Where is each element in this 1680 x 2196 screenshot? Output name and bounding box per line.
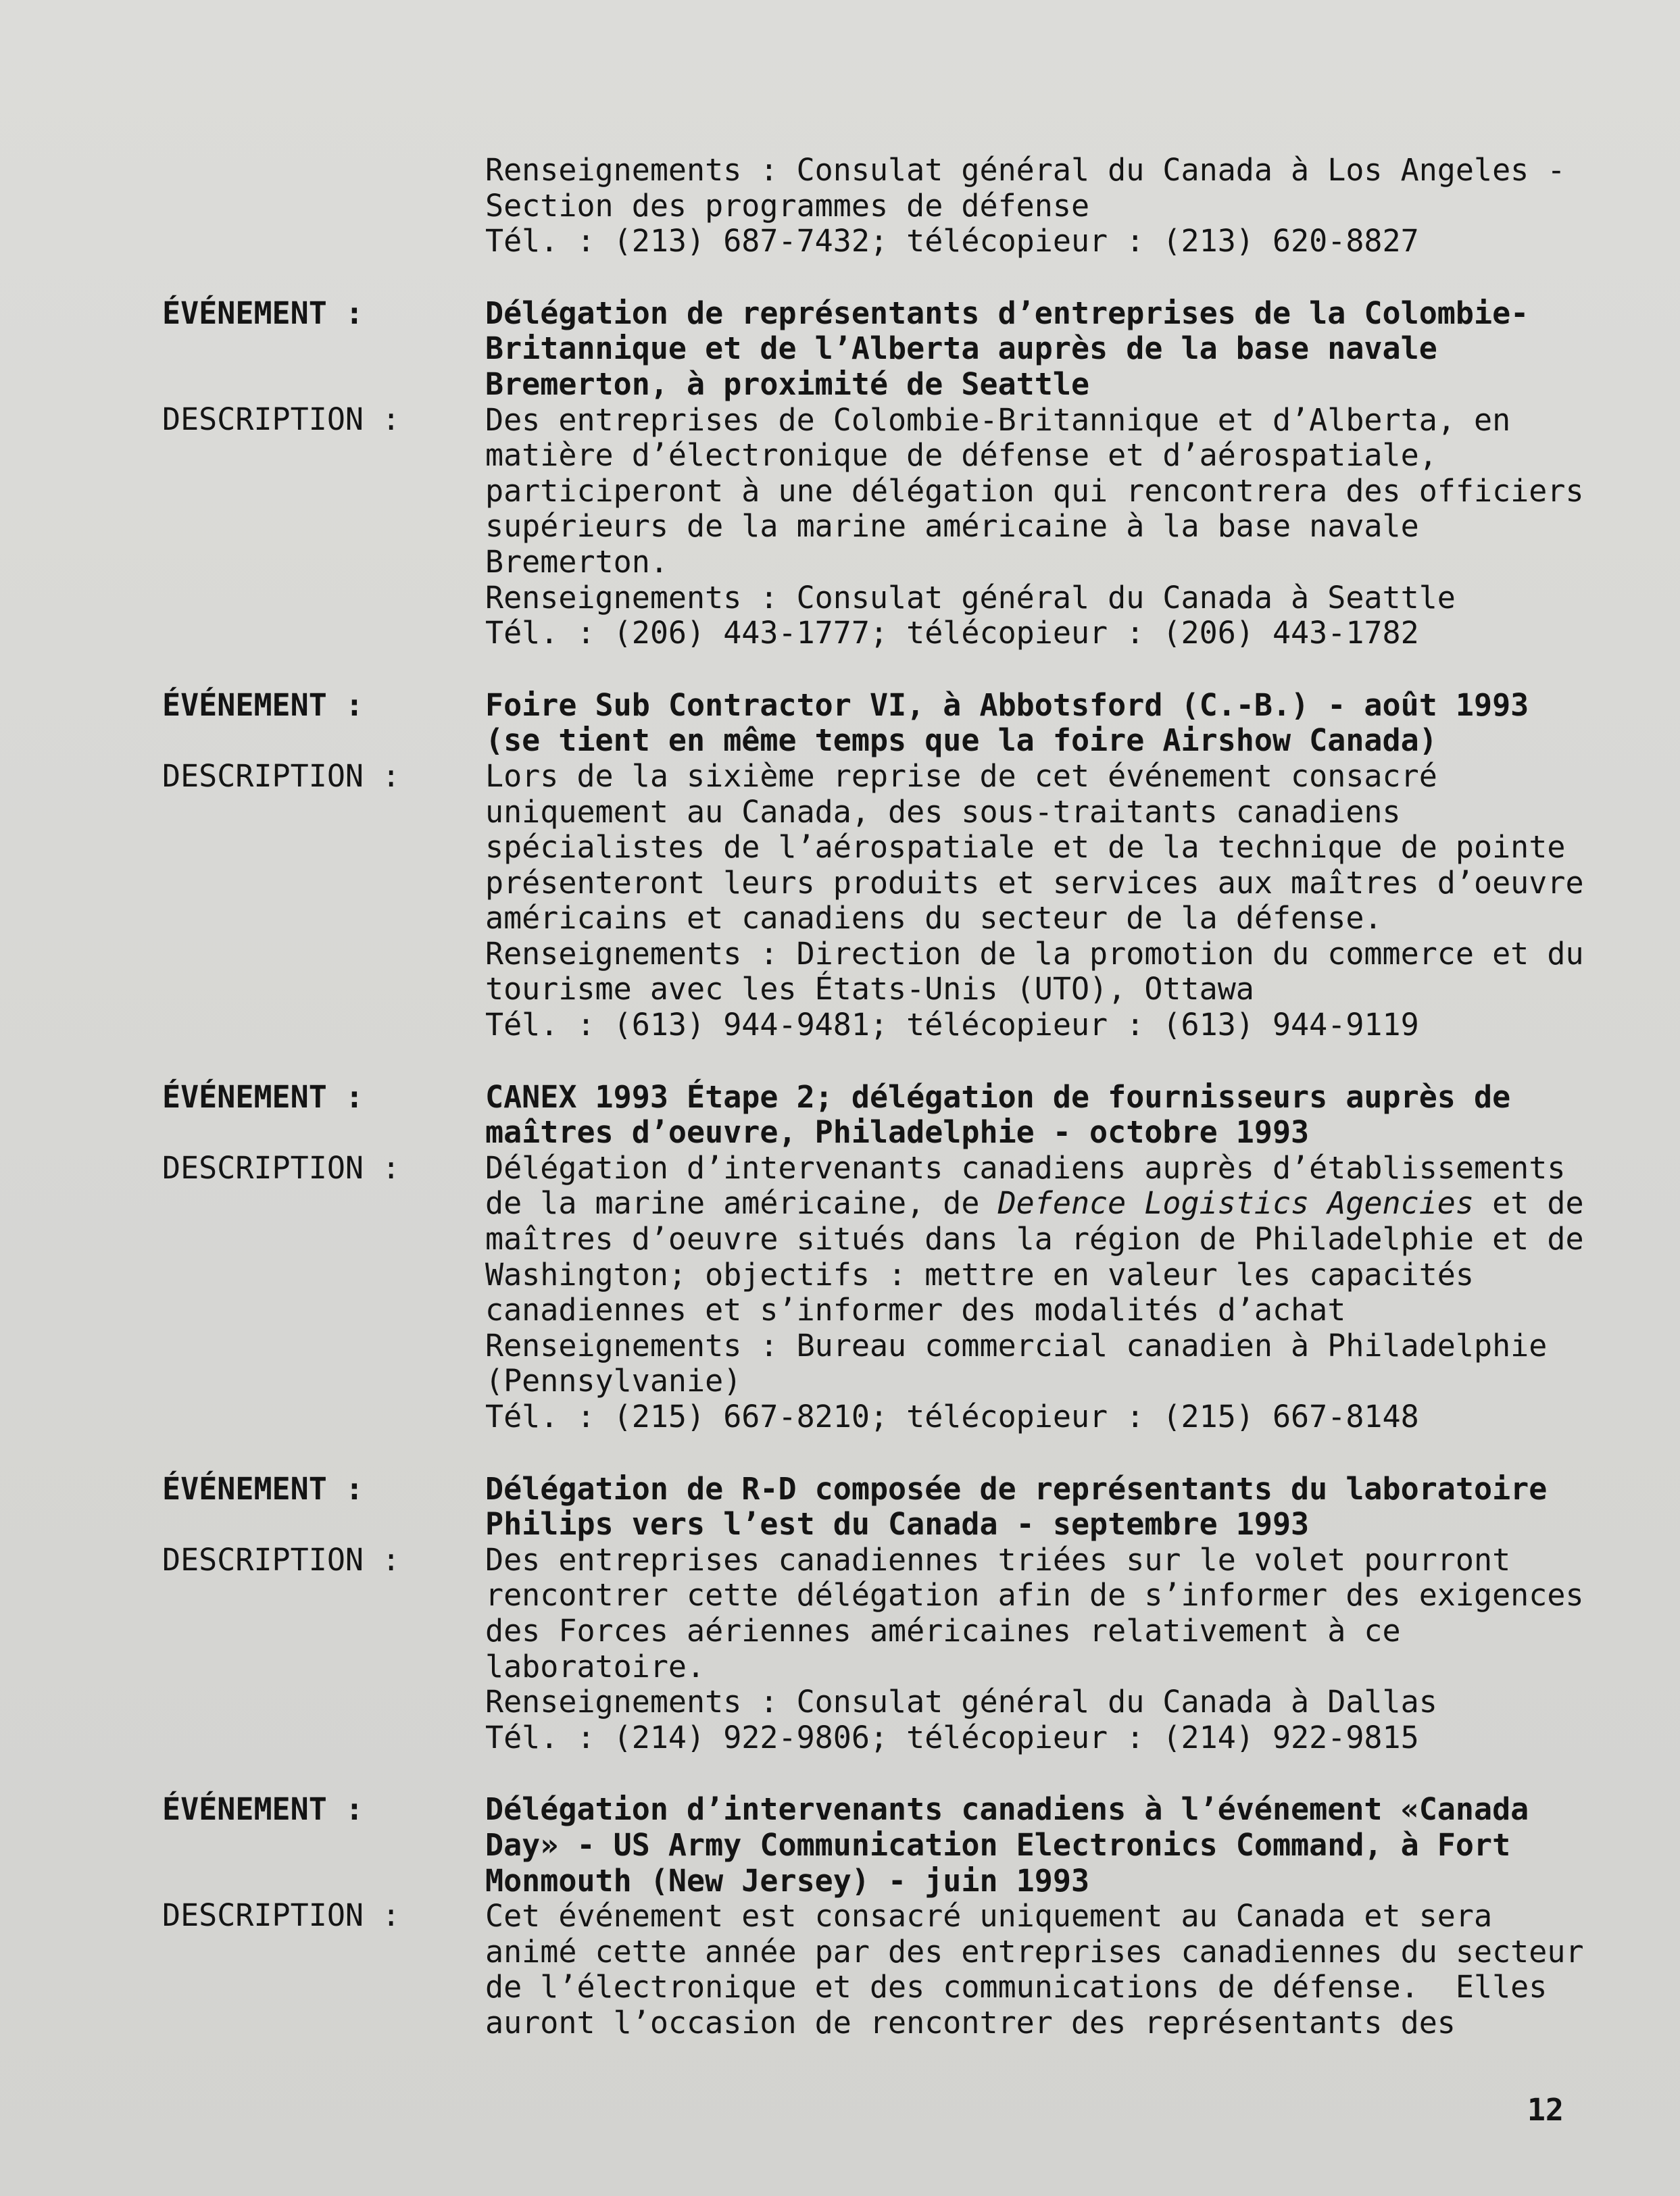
description-line: (Pennsylvanie)	[485, 1363, 742, 1399]
description-line: supérieurs de la marine américaine à la base navale	[485, 508, 1419, 545]
event-title-line: Délégation d’intervenants canadiens à l’événement «Canada	[485, 1791, 1529, 1828]
description-line: Délégation d’intervenants canadiens auprès d’établissements	[485, 1149, 1566, 1186]
event-description	[485, 401, 1584, 651]
description-line: tourisme avec les États-Unis (UTO), Ottawa	[485, 971, 1254, 1007]
description-line: maîtres d’oeuvre situés dans la région de Philadelphie et de	[485, 1221, 1584, 1257]
event-label: ÉVÉNEMENT :	[162, 687, 364, 723]
contact-line: Tél. : (213) 687-7432; télécopieur : (213) 620-8827	[485, 223, 1419, 259]
page-number: 12	[1527, 2092, 1564, 2128]
description-line: Tél. : (214) 922-9806; télécopieur : (214) 922-9815	[485, 1719, 1419, 1755]
description-line: des Forces aériennes américaines relativement à ce	[485, 1612, 1401, 1649]
contact-line: Section des programmes de défense	[485, 187, 1090, 224]
event-title	[485, 688, 1580, 759]
description-line: américains et canadiens du secteur de la défense.	[485, 900, 1383, 937]
description-label: DESCRIPTION :	[162, 401, 401, 437]
event-block	[0, 688, 1680, 1043]
event-description	[485, 1149, 1584, 1435]
event-title	[485, 296, 1580, 403]
event-title-line: Foire Sub Contractor VI, à Abbotsford (C.-B.) - août 1993	[485, 687, 1529, 723]
event-block	[0, 1080, 1680, 1435]
event-block	[0, 1792, 1680, 2041]
contact-line: Renseignements : Consulat général du Canada à Los Angeles -	[485, 152, 1566, 188]
event-description	[485, 1541, 1584, 1756]
event-description	[485, 1898, 1584, 2041]
description-line: participeront à une délégation qui rencontrera des officiers	[485, 472, 1584, 509]
description-line: Tél. : (215) 667-8210; télécopieur : (215) 667-8148	[485, 1399, 1419, 1434]
event-title-line: maîtres d’oeuvre, Philadelphie - octobre 1993	[485, 1114, 1310, 1151]
event-title	[485, 1472, 1580, 1543]
description-line: Renseignements : Consulat général du Canada à Dallas	[485, 1684, 1437, 1720]
description-line: Tél. : (613) 944-9481; télécopieur : (613) 944-9119	[485, 1007, 1419, 1043]
description-label: DESCRIPTION :	[162, 1897, 401, 1934]
event-title-line: Bremerton, à proximité de Seattle	[485, 366, 1090, 402]
event-title	[485, 1792, 1580, 1899]
description-label: DESCRIPTION :	[162, 1149, 401, 1186]
description-line: Lors de la sixième reprise de cet événement consacré	[485, 757, 1437, 794]
description-label: DESCRIPTION :	[162, 1541, 401, 1578]
event-title-line: Day» - US Army Communication Electronics Command, à Fort	[485, 1826, 1511, 1863]
event-title-line: Délégation de R-D composée de représentants du laboratoire	[485, 1470, 1548, 1507]
italic-term: Defence Logistics Agencies	[997, 1185, 1474, 1222]
contact-block	[0, 153, 1680, 259]
description-line: matière d’électronique de défense et d’aérospatiale,	[485, 437, 1437, 474]
event-label: ÉVÉNEMENT :	[162, 1791, 364, 1828]
description-line: de la marine américaine, de Defence Logistics Agencies et de	[485, 1185, 1584, 1222]
event-label: ÉVÉNEMENT :	[162, 1078, 364, 1115]
description-line: de l’électronique et des communications de défense. Elles	[485, 1969, 1548, 2005]
description-line: Renseignements : Consulat général du Canada à Seattle	[485, 579, 1456, 616]
description-line: Renseignements : Direction de la promotion du commerce et du	[485, 935, 1584, 972]
description-line: présenteront leurs produits et services aux maîtres d’oeuvre	[485, 864, 1584, 901]
description-line: canadiennes et s’informer des modalités d’achat	[485, 1292, 1346, 1328]
description-line: Washington; objectifs : mettre en valeur les capacités	[485, 1256, 1474, 1293]
event-block	[0, 1472, 1680, 1756]
event-label: ÉVÉNEMENT :	[162, 1470, 364, 1507]
event-block	[0, 296, 1680, 651]
description-line: uniquement au Canada, des sous-traitants canadiens	[485, 793, 1401, 830]
description-line: rencontrer cette délégation afin de s’informer des exigences	[485, 1577, 1584, 1614]
description-line: Cet événement est consacré uniquement au Canada et sera	[485, 1898, 1493, 1935]
event-title	[485, 1080, 1580, 1151]
description-line: animé cette année par des entreprises canadiennes du secteur	[485, 1933, 1584, 1970]
event-title-line: Britannique et de l’Alberta auprès de la base navale	[485, 330, 1437, 367]
description-line: spécialistes de l’aérospatiale et de la technique de pointe	[485, 829, 1566, 866]
description-label: DESCRIPTION :	[162, 757, 401, 794]
event-description	[485, 757, 1584, 1043]
event-title-line: Délégation de représentants d’entreprises de la Colombie-	[485, 295, 1529, 331]
event-label: ÉVÉNEMENT :	[162, 295, 364, 331]
description-line: Renseignements : Bureau commercial canadien à Philadelphie	[485, 1327, 1548, 1364]
description-line: Des entreprises canadiennes triées sur le volet pourront	[485, 1541, 1511, 1578]
event-title-line: CANEX 1993 Étape 2; délégation de fournisseurs auprès de	[485, 1078, 1511, 1115]
event-title-line: Philips vers l’est du Canada - septembre 1993	[485, 1506, 1310, 1543]
description-line: Tél. : (206) 443-1777; télécopieur : (206) 443-1782	[485, 615, 1419, 651]
description-line: Des entreprises de Colombie-Britannique et d’Alberta, en	[485, 401, 1511, 438]
description-line: auront l’occasion de rencontrer des représentants des	[485, 2004, 1456, 2041]
description-line: Bremerton.	[485, 543, 668, 580]
event-title-line: (se tient en même temps que la foire Airshow Canada)	[485, 722, 1437, 759]
description-line: laboratoire.	[485, 1648, 706, 1685]
event-title-line: Monmouth (New Jersey) - juin 1993	[485, 1862, 1090, 1899]
contact-lines	[485, 153, 1580, 259]
